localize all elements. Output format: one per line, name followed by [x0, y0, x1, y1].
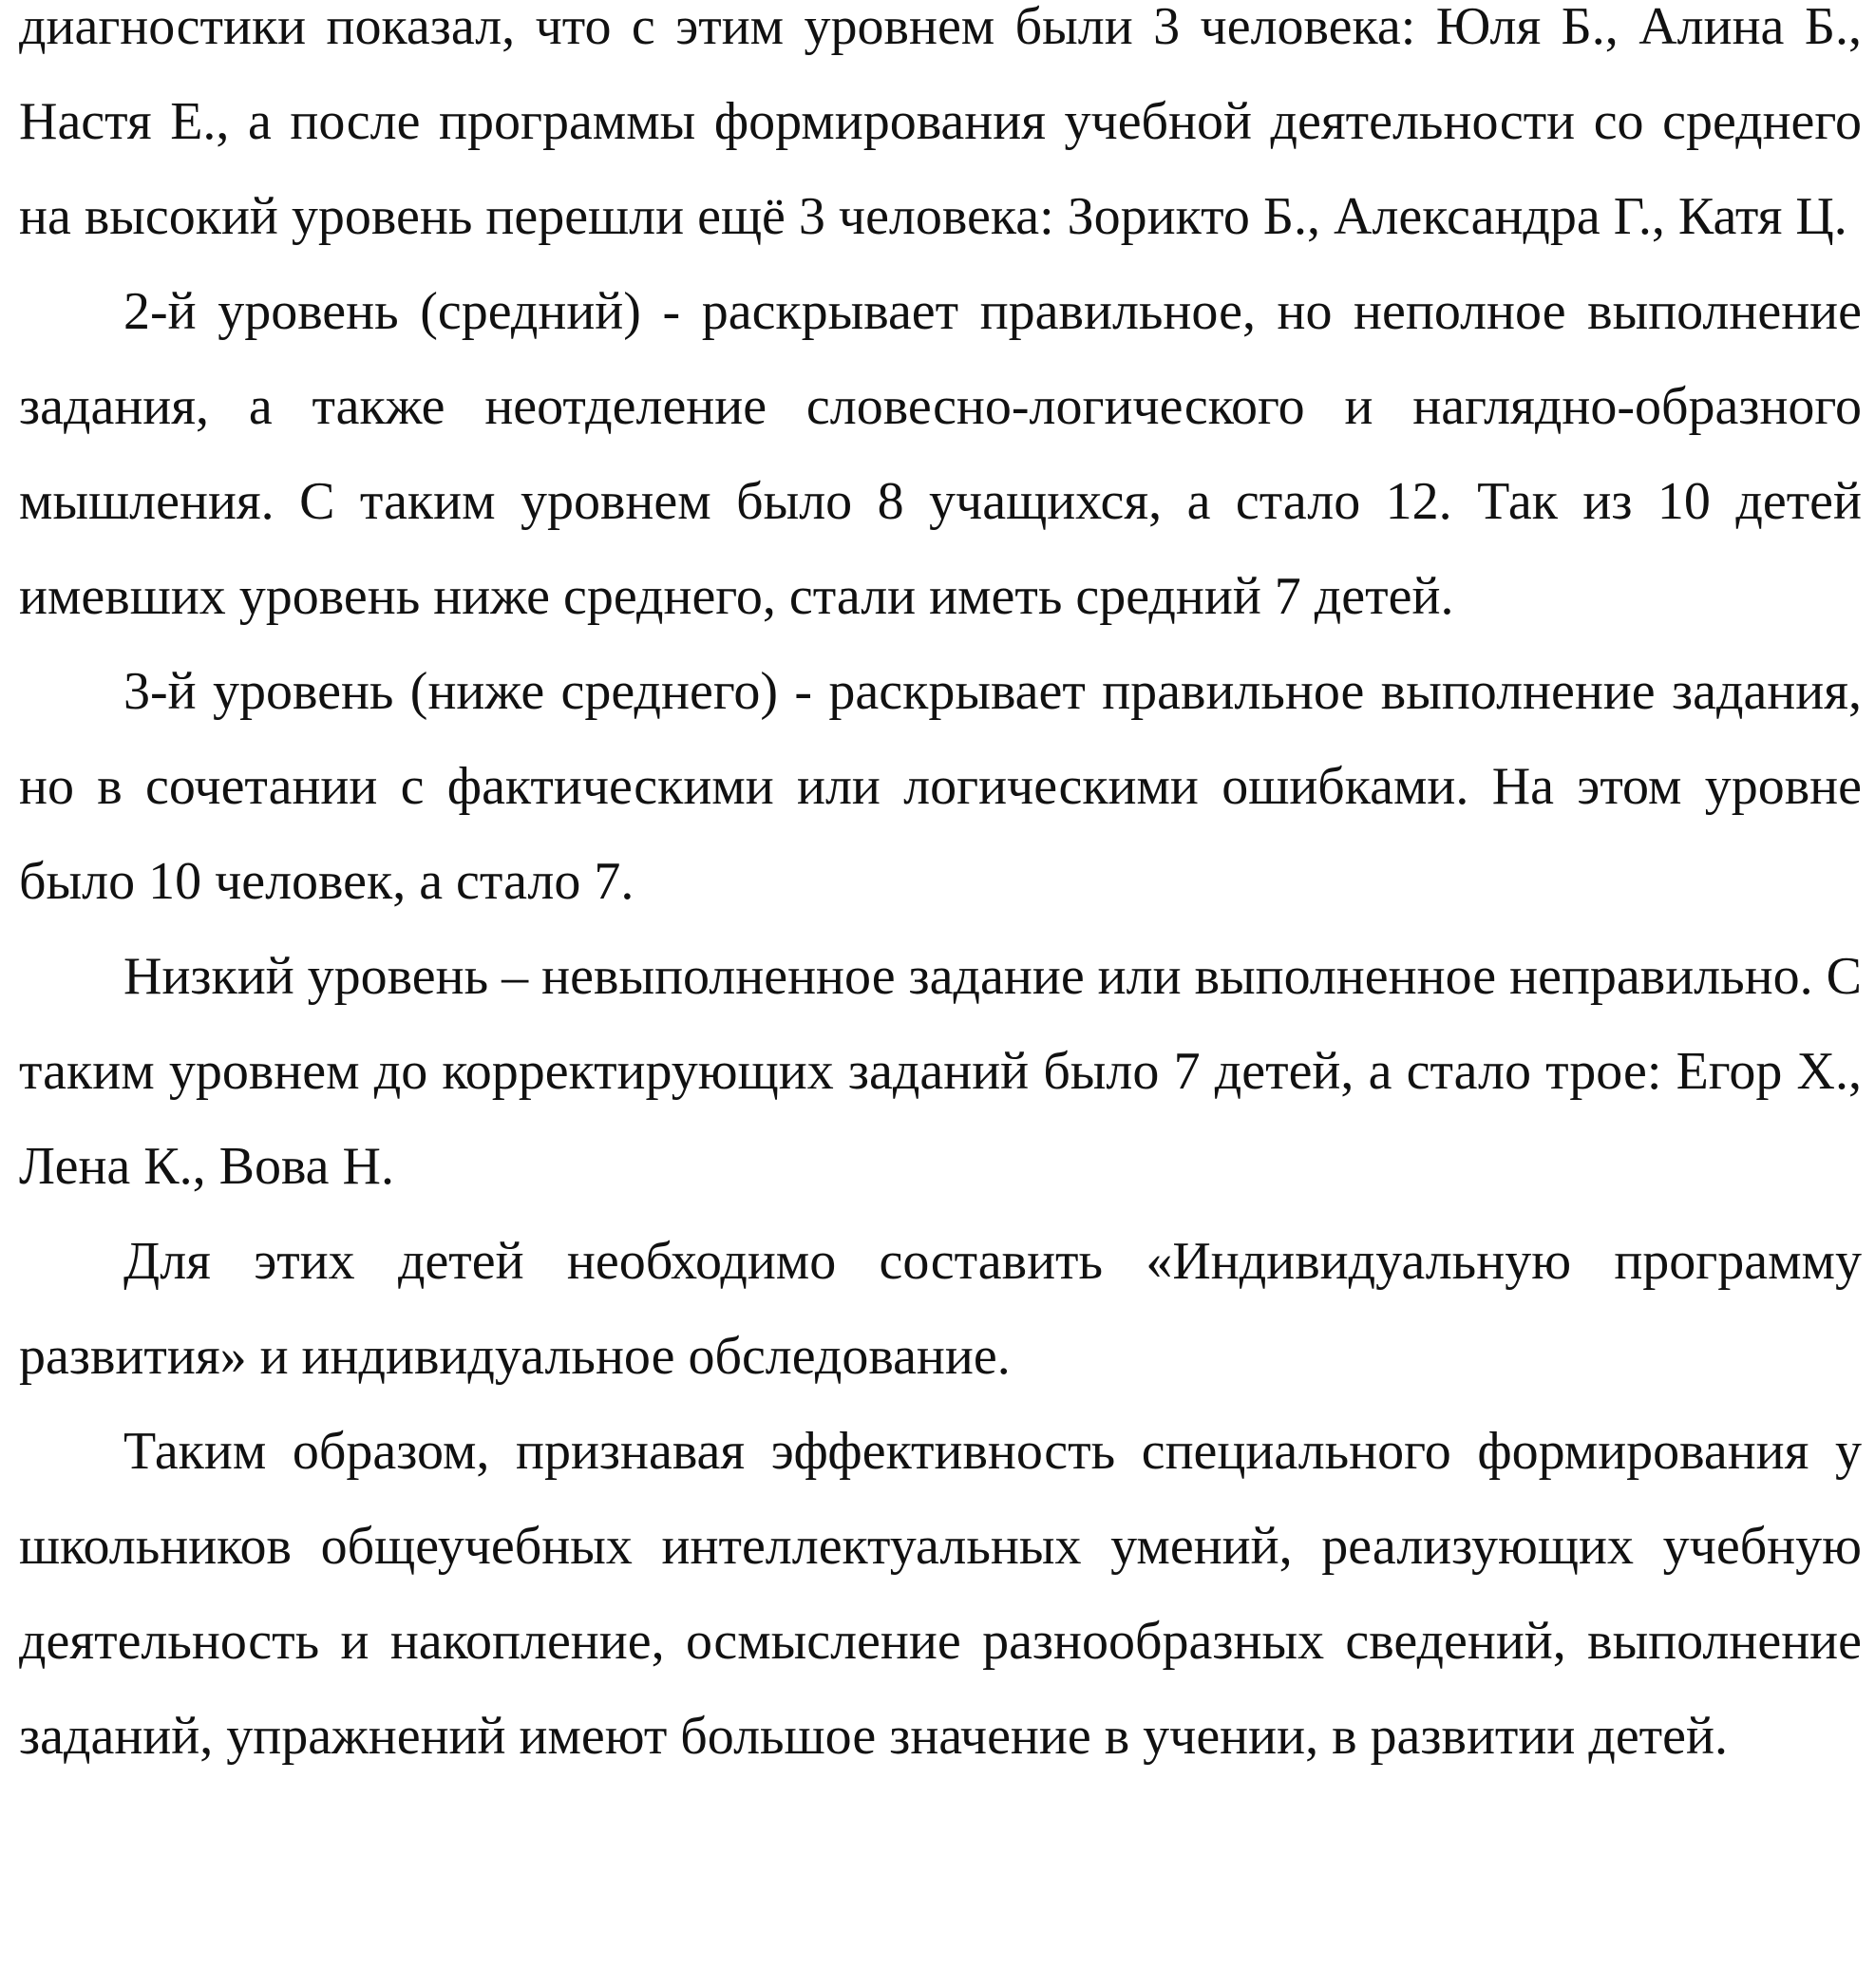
- paragraph-individual-program: Для этих детей необходимо составить «Индивидуальную программу развития» и индивидуальное обследование.: [19, 1232, 1862, 1386]
- paragraph-level-3: 3-й уровень (ниже среднего) - раскрывает правильное выполнение задания, но в сочетании с фактическими или логическими ошибками. На этом уровне было 10 человек, а стало 7.: [19, 662, 1862, 911]
- paragraph-low-level: Низкий уровень – невыполненное задание или выполненное неправильно. С таким уровнем до корректирующих заданий было 7 детей, а стало трое: Егор Х., Лена К., Вова Н.: [19, 947, 1862, 1196]
- document-page: [19, 0, 1862, 1988]
- paragraph-level-2: 2-й уровень (средний) - раскрывает правильное, но неполное выполнение задания, а также неотделение словесно-логического и наглядно-образного мышления. С таким уровнем было 8 учащихся, а стало 12. Так из 10 детей имевших уровень ниже среднего, стали иметь средний 7 детей.: [19, 282, 1862, 626]
- paragraph-continuation: диагностики показал, что с этим уровнем были 3 человека: Юля Б., Алина Б., Настя Е., а после программы формирования учебной деятельности со среднего на высокий уровень перешли ещё 3 человека: Зорикто Б., Александра Г., Катя Ц.: [19, 0, 1862, 246]
- paragraph-conclusion: Таким образом, признавая эффективность специального формирования у школьников общеучебных интеллектуальных умений, реализующих учебную деятельность и накопление, осмысление разнообразных сведений, выполнение заданий, упражнений имеют большое значение в учении, в развитии детей.: [19, 1422, 1862, 1766]
